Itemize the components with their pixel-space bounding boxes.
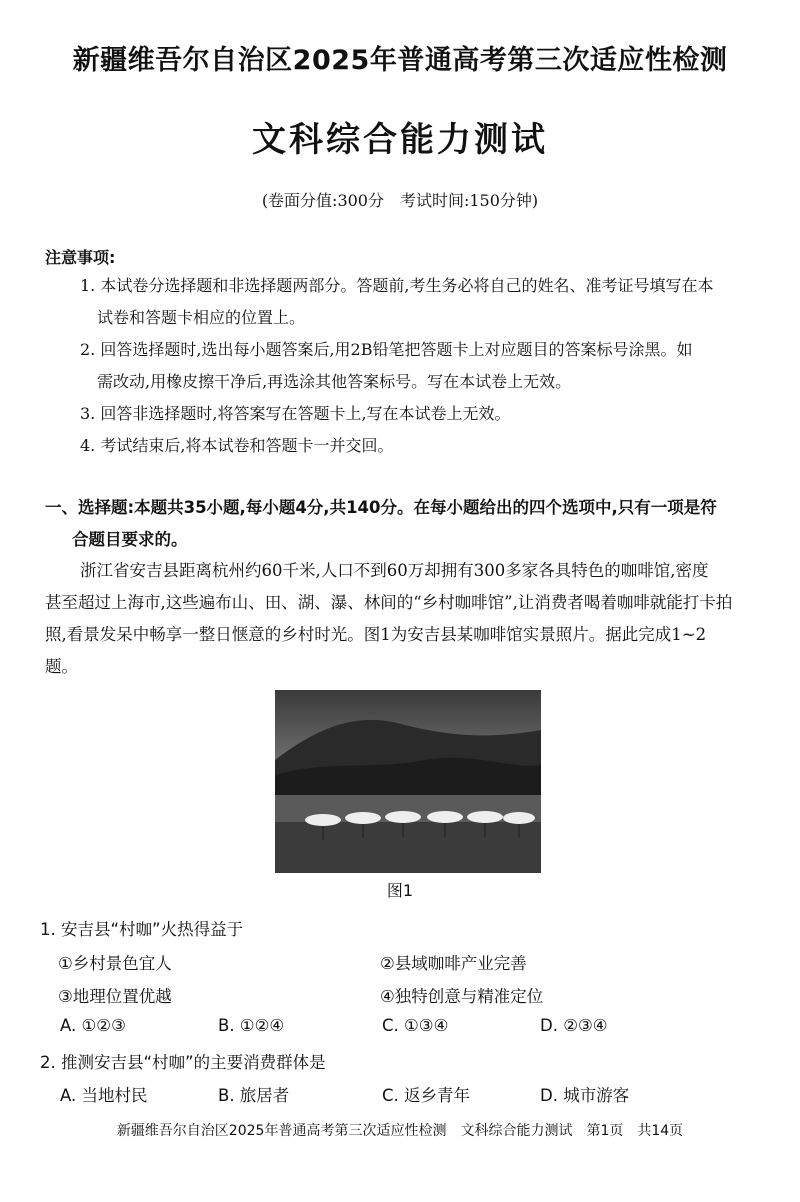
question-2-option-d: D. 城市游客 <box>540 1086 630 1105</box>
cafe-photo <box>275 690 541 873</box>
section-heading-cont: 合题目要求的。 <box>72 530 188 549</box>
question-1-option-d: D. ②③④ <box>540 1016 608 1035</box>
notice-line: 需改动,用橡皮擦干净后,再选涂其他答案标号。写在本试卷上无效。 <box>97 372 572 391</box>
question-2-option-c: C. 返乡青年 <box>382 1086 471 1105</box>
question-1-item: ①乡村景色宜人 <box>58 954 172 973</box>
question-2-option-a: A. 当地村民 <box>60 1086 148 1105</box>
question-1-option-c: C. ①③④ <box>382 1016 449 1035</box>
question-1-item: ③地理位置优越 <box>58 987 172 1006</box>
notice-line: 试卷和答题卡相应的位置上。 <box>97 308 306 327</box>
question-1-item: ④独特创意与精准定位 <box>380 987 544 1006</box>
notice-heading: 注意事项: <box>45 248 116 267</box>
notice-line: 2. 回答选择题时,选出每小题答案后,用2B铅笔把答题卡上对应题目的答案标号涂黑。如 <box>80 340 693 359</box>
notice-line: 3. 回答非选择题时,将答案写在答题卡上,写在本试卷上无效。 <box>80 404 511 423</box>
exam-title: 新疆维吾尔自治区2025年普通高考第三次适应性检测 <box>72 45 728 76</box>
exam-subject: 文科综合能力测试 <box>252 120 548 160</box>
figure-caption: 图1 <box>386 881 414 900</box>
notice-line: 4. 考试结束后,将本试卷和答题卡一并交回。 <box>80 436 394 455</box>
passage-line: 照,看景发呆中畅享一整日惬意的乡村时光。图1为安吉县某咖啡馆实景照片。据此完成1~2 <box>45 625 707 644</box>
passage-line: 题。 <box>45 657 78 676</box>
question-1-stem: 1. 安吉县“村咖”火热得益于 <box>40 920 244 939</box>
page-footer: 新疆维吾尔自治区2025年普通高考第三次适应性检测 文科综合能力测试 第1页 共14页 <box>116 1123 684 1139</box>
cafe-photo-illustration <box>275 690 541 873</box>
question-2-stem: 2. 推测安吉县“村咖”的主要消费群体是 <box>40 1053 326 1072</box>
question-1-item: ②县域咖啡产业完善 <box>380 954 527 973</box>
passage-line: 浙江省安吉县距离杭州约60千米,人口不到60万却拥有300多家各具特色的咖啡馆,密度 <box>80 561 709 580</box>
question-1-option-b: B. ①②④ <box>218 1016 285 1035</box>
notice-line: 1. 本试卷分选择题和非选择题两部分。答题前,考生务必将自己的姓名、准考证号填写在本 <box>80 276 714 295</box>
section-heading: 一、选择题:本题共35小题,每小题4分,共140分。在每小题给出的四个选项中,只有一项是符 <box>45 498 717 517</box>
exam-meta: (卷面分值:300分 考试时间:150分钟) <box>261 191 539 210</box>
question-2-option-b: B. 旅居者 <box>218 1086 290 1105</box>
passage-line: 甚至超过上海市,这些遍布山、田、湖、瀑、林间的“乡村咖啡馆”,让消费者喝着咖啡就能打卡拍 <box>45 593 733 612</box>
question-1-option-a: A. ①②③ <box>60 1016 126 1035</box>
